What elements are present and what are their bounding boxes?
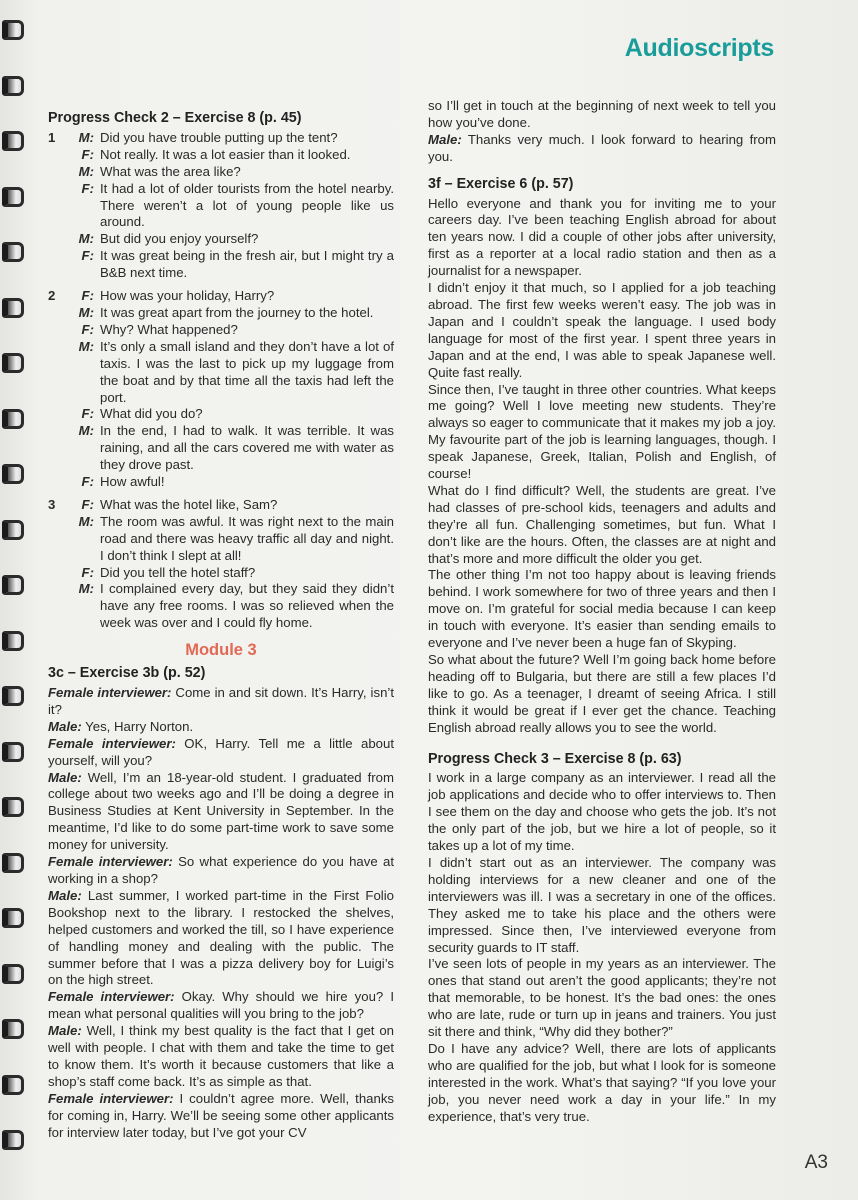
interview-turn: Male: Well, I think my best quality is the fact that I get on well with people. I chat with them and take the time to get to know them. It’s worth it because customers that like a shop’s staff come back. It’s as simple as that.: [48, 1023, 394, 1089]
line-text: In the end, I had to walk. It was terrible. It was raining, and all the cars covered me with water as they drove past.: [100, 423, 394, 473]
left-column: [48, 110, 394, 1141]
dialogue-line: [48, 514, 394, 565]
speaker-label: F:: [81, 248, 94, 264]
speaker-label: F:: [81, 406, 94, 422]
speaker-label: M:: [78, 129, 94, 145]
paragraph: Since then, I’ve taught in three other countries. What keeps me going? Well I love meeting new students. They’re always so eager to communicate that it makes my job a joy. My favourite part of the job is learning languages, though. I speak Japanese, Greek, Italian, Polish and English, of course!: [428, 381, 776, 482]
dialogue-line: [48, 147, 394, 164]
interview-turn: Male: Well, I’m an 18-year-old student. I graduated from college about two weeks ago and I’ll be doing a degree in Business Studies at Kent University in September. In the meantime, I’d like to do some part-time work to save some money for university.: [48, 769, 394, 853]
spiral-ring: [2, 409, 24, 429]
dialogue-line: [48, 565, 394, 582]
page-number: A3: [804, 1152, 828, 1173]
speaker-label: F:: [81, 288, 94, 304]
line-text: It was great being in the fresh air, but I might try a B&B next time.: [100, 248, 394, 281]
dialogue-line: [48, 248, 394, 282]
line-text: What was the area like?: [100, 163, 241, 179]
interview-turn: Female interviewer: I couldn’t agree more. Well, thanks for coming in, Harry. We’ll be seeing some other applicants for interview later today, but I’ve got your CV: [48, 1090, 395, 1140]
line-text: The room was awful. It was right next to the main road and there was heavy traffic all day and night. I don’t think I slept at all!: [100, 513, 394, 563]
paragraph: I’ve seen lots of people in my years as an interviewer. The ones that stand out aren’t the good applicants; they’re not that memorable, to be honest. It’s the bad ones: the ones who are late, rude or turn up in jeans and trainers. You just sit there and think, “Why did they bother?”: [428, 956, 776, 1040]
line-text: Did you have trouble putting up the tent?: [100, 129, 338, 145]
dialogue-2: [48, 288, 394, 491]
spiral-ring: [2, 187, 24, 207]
spiral-ring: [2, 520, 24, 540]
dialogue-line: [48, 130, 394, 147]
interview-turn: Male: Last summer, I worked part-time in the First Folio Bookshop next to the library. I restocked the shelves, helped customers and worked the till, so I have experience of handling money and dealing with the public. The summer before that I was a pizza delivery boy for Luigi’s on the high street.: [48, 887, 394, 988]
dialogue-1: [48, 130, 394, 282]
spiral-ring: [2, 797, 24, 817]
spiral-ring: [2, 742, 24, 762]
spiral-ring: [2, 1130, 24, 1150]
paragraph: Do I have any advice? Well, there are lots of applicants who are qualified for the job, but what I look for is someone interested in the work. What’s that saying? “If you love your job, you never need work a day in your life.” In my experience, that’s very true.: [428, 1040, 776, 1124]
speaker-label: F:: [81, 496, 94, 512]
interview-turn: Female interviewer: Come in and sit down. It’s Harry, isn’t it?: [48, 685, 395, 717]
dialogue-3: [48, 497, 394, 632]
speaker-label: F:: [81, 564, 94, 580]
dialogue-line: [48, 497, 394, 514]
spiral-ring: [2, 686, 24, 706]
speaker-label: M:: [78, 338, 94, 354]
dialogue-line: [48, 305, 394, 322]
right-column: [428, 98, 776, 1125]
paragraph: I work in a large company as an interviewer. I read all the job applications and decide who to offer interviews to. Then I see them on the day and choose who gets the job. It’s not the only part of the job, but we hire a lot of people, so it takes up a lot of my time.: [428, 770, 776, 854]
dialogue-line: [48, 164, 394, 181]
dialogue-line: [48, 423, 394, 474]
dialogue-line: [48, 231, 394, 248]
spiral-ring: [2, 964, 24, 984]
speaker-label: M:: [78, 231, 94, 247]
speaker-label: F:: [81, 146, 94, 162]
dialogue-line: [48, 181, 394, 232]
dialogue-line: [48, 474, 394, 491]
spiral-ring: [2, 298, 24, 318]
speaker-label: M:: [78, 581, 94, 597]
line-text: But did you enjoy yourself?: [100, 231, 259, 247]
paragraph: What do I find difficult? Well, the students are great. I’ve had classes of pre-school kids, teenagers and adults and they’re all fun. Challenging sometimes, but fun. What I don’t like are the hours. Often, the classes are at night and that’s more and more difficult the older you get.: [428, 482, 776, 566]
line-text: Did you tell the hotel staff?: [100, 564, 256, 580]
interview-turn: Female interviewer: OK, Harry. Tell me a little about yourself, will you?: [48, 735, 395, 768]
module-title: Module 3: [185, 641, 257, 660]
dialogue-number: 1: [48, 129, 56, 145]
speaker-label: F:: [81, 474, 94, 490]
speaker-label: M:: [78, 163, 94, 179]
line-text: What did you do?: [100, 406, 203, 422]
speaker-label: M:: [78, 513, 94, 529]
line-text: It’s only a small island and they don’t have a lot of taxis. I was the last to pick up my luggage from the boat and by that time all the taxis had left the port.: [100, 338, 394, 405]
interview-turn: Female interviewer: So what experience do you have at working in a shop?: [48, 854, 394, 886]
paragraph: I didn’t start out as an interviewer. The company was holding interviews for a new cleaner and one of the interviewers was ill. I was a secretary in one of the offices. They asked me to take his place and the others were impressed. Since then, I’ve interviewed everyone from security guards to IT staff.: [428, 854, 776, 955]
dialogue-line: [48, 406, 394, 423]
interview-turn: Male: Yes, Harry Norton.: [48, 718, 194, 734]
spiral-ring: [2, 853, 24, 873]
section-heading-3f: 3f – Exercise 6 (p. 57): [428, 175, 574, 192]
interview-turn: Female interviewer: Okay. Why should we hire you? I mean what personal qualities will you bring to the job?: [48, 989, 394, 1022]
line-text: I complained every day, but they said they didn’t have any free rooms. I was so relieved when the week was over and I could fly home.: [100, 581, 394, 631]
line-text: It had a lot of older tourists from the hotel nearby. There weren’t a lot of young people like us around.: [100, 180, 394, 230]
section-heading-3c: 3c – Exercise 3b (p. 52): [48, 665, 206, 682]
paragraph: Hello everyone and thank you for inviting me to your careers day. I’ve been teaching English abroad for about ten years now. I did a couple of other jobs after university, first as a reporter at a local radio station and then as a journalist for a newspaper.: [428, 195, 776, 279]
page-header-title: Audioscripts: [624, 34, 774, 62]
interview-continuation: so I’ll get in touch at the beginning of next week to tell you how you’ve done.: [428, 98, 776, 130]
speaker-label: M:: [78, 304, 94, 320]
spiral-ring: [2, 131, 24, 151]
spiral-ring: [2, 464, 24, 484]
spiral-ring: [2, 242, 24, 262]
spiral-ring: [2, 1019, 24, 1039]
spiral-ring: [2, 908, 24, 928]
dialogue-line: [48, 322, 394, 339]
dialogue-line: [48, 581, 394, 632]
line-text: It was great apart from the journey to the hotel.: [100, 304, 374, 320]
line-text: Not really. It was a lot easier than it looked.: [100, 146, 351, 162]
spiral-ring: [2, 76, 24, 96]
spiral-ring: [2, 1075, 24, 1095]
spiral-binding: [0, 20, 30, 1190]
line-text: How was your holiday, Harry?: [100, 288, 275, 304]
dialogue-number: 3: [48, 496, 56, 512]
line-text: What was the hotel like, Sam?: [100, 496, 278, 512]
spiral-ring: [2, 631, 24, 651]
spiral-ring: [2, 575, 24, 595]
section-heading-progress-check-2: Progress Check 2 – Exercise 8 (p. 45): [48, 110, 302, 126]
paragraph: So what about the future? Well I’m going back home before heading off to Bulgaria, but there are still a few places I’d like to go. As a teenager, I dreamt of seeing Africa. I still think it would be great if I ever get the chance. Teaching English abroad really allows you to see the world.: [428, 652, 776, 735]
speaker-label: F:: [81, 180, 94, 196]
line-text: Why? What happened?: [100, 321, 238, 337]
dialogue-number: 2: [48, 288, 56, 304]
section-heading-progress-check-3: Progress Check 3 – Exercise 8 (p. 63): [428, 750, 682, 767]
dialogue-line: [48, 339, 394, 407]
interview-turn: Male: Thanks very much. I look forward to hearing from you.: [428, 131, 776, 164]
paragraph: The other thing I’m not too happy about is leaving friends behind. I work somewhere for two of three years and then I move on. I’m grateful for social media because I can keep in touch with everyone. It’s easier than sending emails to everyone and I’ve never been a huge fan of Skyping.: [428, 567, 776, 651]
spiral-ring: [2, 20, 24, 40]
speaker-label: M:: [78, 423, 94, 439]
line-text: How awful!: [100, 474, 165, 490]
speaker-label: F:: [81, 321, 94, 337]
dialogue-line: [48, 288, 394, 305]
spiral-ring: [2, 353, 24, 373]
paragraph: I didn’t enjoy it that much, so I applied for a job teaching abroad. The first few weeks weren’t easy. The job was in Japan and I couldn’t speak the language. I used body language for most of the first year. I spent three years in Japan and at the end, I was able to speak Japanese well. Quite fast really.: [428, 280, 776, 380]
